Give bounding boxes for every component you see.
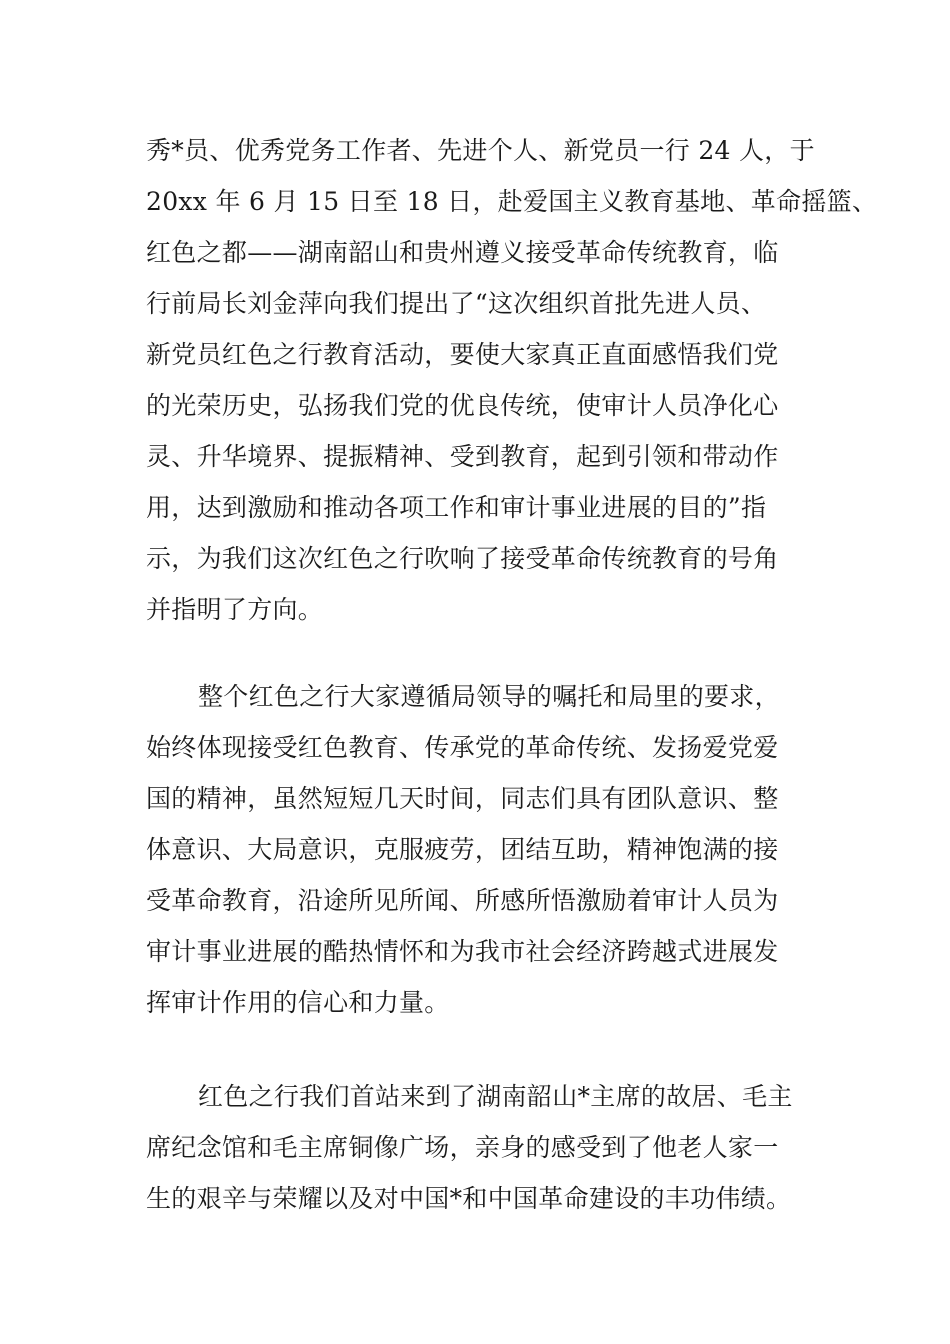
text-line: 国的精神，虽然短短几天时间，同志们具有团队意识、整 bbox=[146, 784, 779, 813]
text-line: 用，达到激励和推动各项工作和审计事业进展的目的”指 bbox=[146, 493, 767, 522]
text-line: 席纪念馆和毛主席铜像广场，亲身的感受到了他老人家一 bbox=[146, 1133, 779, 1162]
text-line: 20xx 年 6 月 15 日至 18 日，赴爱国主义教育基地、革命摇篮、 bbox=[146, 187, 878, 216]
text-line: 并指明了方向。 bbox=[146, 595, 324, 624]
text-line: 始终体现接受红色教育、传承党的革命传统、发扬爱党爱 bbox=[146, 733, 779, 762]
paragraph-3 bbox=[146, 1071, 836, 1224]
text-line: 示，为我们这次红色之行吹响了接受革命传统教育的号角 bbox=[146, 544, 779, 573]
text-line: 受革命教育，沿途所见所闻、所感所悟激励着审计人员为 bbox=[146, 886, 779, 915]
paragraph-1 bbox=[146, 125, 878, 635]
text-line: 审计事业进展的酷热情怀和为我市社会经济跨越式进展发 bbox=[146, 937, 779, 966]
text-line: 挥审计作用的信心和力量。 bbox=[146, 988, 450, 1017]
text-line: 红色之都——湖南韶山和贵州遵义接受革命传统教育，临 bbox=[146, 238, 779, 267]
text-line: 生的艰辛与荣耀以及对中国*和中国革命建设的丰功伟绩。 bbox=[146, 1184, 792, 1213]
text-line-first: 红色之行我们首站来到了湖南韶山*主席的故居、毛主 bbox=[198, 1082, 793, 1111]
text-line: 灵、升华境界、提振精神、受到教育，起到引领和带动作 bbox=[146, 442, 779, 471]
text-line: 新党员红色之行教育活动，要使大家真正直面感悟我们党 bbox=[146, 340, 779, 369]
text-line: 秀*员、优秀党务工作者、先进个人、新党员一行 24 人，于 bbox=[146, 136, 815, 165]
paragraph-2 bbox=[146, 671, 836, 1028]
text-line: 体意识、大局意识，克服疲劳，团结互助，精神饱满的接 bbox=[146, 835, 779, 864]
text-line: 的光荣历史，弘扬我们党的优良传统，使审计人员净化心 bbox=[146, 391, 779, 420]
text-line: 行前局长刘金萍向我们提出了“这次组织首批先进人员、 bbox=[146, 289, 767, 318]
text-line-first: 整个红色之行大家遵循局领导的嘱托和局里的要求， bbox=[198, 682, 780, 711]
